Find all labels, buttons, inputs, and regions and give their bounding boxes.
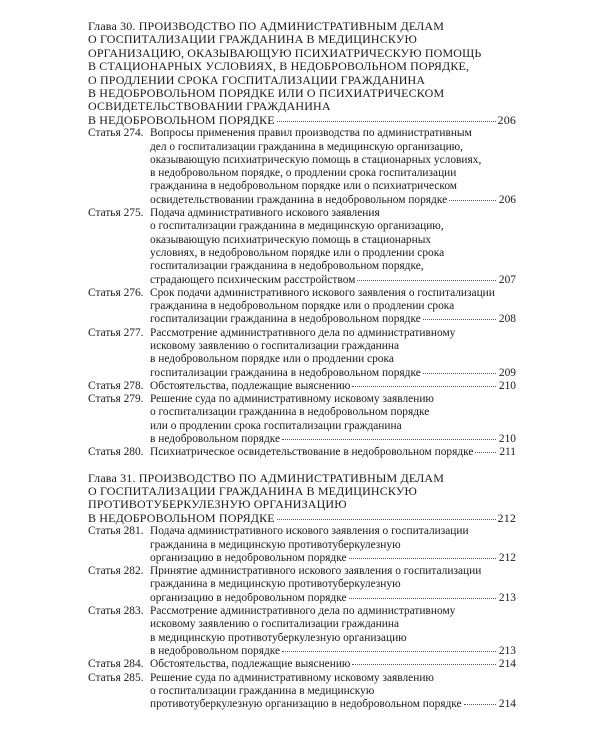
article-title-line	[150, 393, 516, 406]
article-title	[150, 327, 516, 380]
article-page-number: 211	[499, 446, 516, 459]
article-entry[interactable]	[88, 393, 516, 446]
article-number: Статья 274.	[88, 127, 144, 140]
article-title	[150, 446, 516, 459]
article-title-line	[150, 685, 516, 698]
chapter-title-text: О ГОСПИТАЛИЗАЦИИ ГРАЖДАНИНА В МЕДИЦИНСКУЮ	[88, 484, 417, 499]
article-title-line	[150, 247, 516, 260]
article-title-line	[150, 274, 516, 287]
dot-leader	[282, 651, 496, 652]
dot-leader	[349, 558, 497, 559]
article-number: Статья 281.	[88, 525, 144, 538]
article-title-text: исковому заявлению о госпитализации гражданина	[150, 618, 400, 631]
article-title-line	[150, 180, 516, 193]
article-title-text: или о продлении срока госпитализации гражданина	[150, 419, 402, 432]
chapter-title-line	[88, 33, 516, 46]
article-title-line	[150, 420, 516, 433]
article-title-line	[150, 380, 516, 393]
chapter-title-text: В СТАЦИОНАРНЫХ УСЛОВИЯХ, В НЕДОБРОВОЛЬНОМ ПОРЯДКЕ,	[88, 59, 470, 74]
chapter-title-text: ПРОИЗВОДСТВО ПО АДМИНИСТРАТИВНЫМ ДЕЛАМ	[138, 470, 445, 485]
article-entry[interactable]	[88, 446, 516, 459]
article-number: Статья 283.	[88, 605, 144, 618]
chapter-title-text: ПРОТИВОТУБЕРКУЛЕЗНУЮ ОРГАНИЗАЦИЮ	[88, 497, 347, 512]
article-title-text: о госпитализации гражданина в медицинскую организацию,	[150, 220, 444, 233]
article-title-line	[150, 353, 516, 366]
article-title-line	[150, 539, 516, 552]
article-title	[150, 393, 516, 446]
article-title-text: Решение суда по административному исковому заявлению	[150, 671, 434, 684]
chapter-title-text: В НЕДОБРОВОЛЬНОМ ПОРЯДКЕ	[88, 510, 275, 525]
chapter-title-line	[88, 114, 516, 127]
article-title-line	[150, 618, 516, 631]
article-title-line	[150, 207, 516, 220]
dot-leader	[352, 664, 496, 665]
chapter-title-text: ОСВИДЕТЕЛЬСТВОВАНИИ ГРАЖДАНИНА	[88, 99, 331, 114]
article-title-text: в недобровольном порядке	[150, 433, 281, 446]
chapter-title-text: О ПРОДЛЕНИИ СРОКА ГОСПИТАЛИЗАЦИИ ГРАЖДАНИНА	[88, 72, 426, 87]
article-title-line	[150, 446, 516, 459]
article-title-line	[150, 300, 516, 313]
chapter-label: Глава 31.	[88, 470, 136, 485]
article-title-text: противотуберкулезную организацию в недобровольном порядке	[150, 698, 462, 711]
article-title-line	[150, 141, 516, 154]
article-title-text: организацию в недобровольном порядке	[150, 551, 347, 564]
article-title-line	[150, 220, 516, 233]
article-title-text: исковому заявлению о госпитализации гражданина	[150, 340, 400, 352]
article-title-line	[150, 552, 516, 565]
article-title-line	[150, 578, 516, 591]
chapter-title-text: ПРОИЗВОДСТВО ПО АДМИНИСТРАТИВНЫМ ДЕЛАМ	[138, 19, 445, 33]
dot-leader	[423, 319, 496, 320]
article-page-number: 213	[498, 591, 516, 604]
article-number: Статья 282.	[88, 565, 144, 578]
article-page-number: 214	[498, 698, 516, 711]
article-title	[150, 525, 516, 565]
article-title	[150, 207, 516, 287]
article-title-text: гражданина в недобровольном порядке или о психиатрическом	[150, 180, 458, 193]
article-title	[150, 380, 516, 393]
article-page-number: 214	[498, 658, 516, 671]
dot-leader	[475, 452, 496, 453]
chapter-title-line	[88, 20, 516, 33]
dot-leader	[277, 519, 496, 520]
article-title-text: госпитализации гражданина в недобровольном порядке,	[150, 260, 424, 273]
article-title-text: Принятие административного искового заявления о госпитализации	[150, 565, 482, 578]
article-title-line	[150, 632, 516, 645]
article-title-line	[150, 167, 516, 180]
article-title-text: госпитализации гражданина в недобровольном порядке	[150, 313, 421, 326]
article-number: Статья 277.	[88, 326, 144, 339]
chapter-page-number: 212	[497, 510, 516, 525]
article-title-line	[150, 406, 516, 419]
article-entry[interactable]	[88, 525, 516, 565]
article-entry[interactable]	[88, 207, 516, 287]
article-title-line	[150, 340, 516, 353]
article-title-line	[150, 698, 516, 711]
chapter-title-text: О ГОСПИТАЛИЗАЦИИ ГРАЖДАНИНА В МЕДИЦИНСКУЮ	[88, 32, 417, 47]
chapter-section	[88, 472, 516, 712]
dot-leader	[464, 704, 496, 705]
article-page-number: 207	[498, 273, 516, 286]
chapter-title-line	[88, 74, 516, 87]
article-number: Статья 280.	[88, 446, 144, 459]
article-title	[150, 287, 516, 327]
chapter-title-line	[88, 512, 516, 525]
dot-leader	[357, 280, 496, 281]
article-title-line	[150, 234, 516, 247]
chapter-title-line	[88, 87, 516, 100]
article-title-line	[150, 367, 516, 380]
article-title	[150, 658, 516, 671]
chapter-section	[88, 20, 516, 460]
article-entry[interactable]	[88, 127, 516, 207]
article-title-line	[150, 313, 516, 326]
chapter-title-text: В НЕДОБРОВОЛЬНОМ ПОРЯДКЕ	[88, 112, 275, 127]
article-page-number: 209	[498, 366, 516, 379]
chapter-title-line	[88, 100, 516, 113]
article-number: Статья 275.	[88, 207, 144, 220]
article-title-text: Решение суда по административному исковому заявлению	[150, 393, 434, 406]
article-entry[interactable]	[88, 658, 516, 671]
article-title-line	[150, 127, 516, 140]
article-title-text: оказывающую психиатрическую помощь в стационарных условиях,	[150, 153, 482, 166]
article-number: Статья 276.	[88, 286, 144, 299]
article-page-number: 210	[498, 433, 516, 446]
chapter-heading[interactable]	[88, 20, 516, 127]
article-title-line	[150, 565, 516, 578]
article-title-text: Срок подачи административного искового заявления о госпитализации	[150, 286, 495, 299]
article-number: Статья 278.	[88, 379, 144, 392]
chapter-title-line	[88, 498, 516, 511]
article-title-line	[150, 658, 516, 671]
chapter-title-line	[88, 485, 516, 498]
article-number: Статья 279.	[88, 393, 144, 406]
article-title-text: организацию в недобровольном порядке	[150, 591, 347, 604]
article-title-text: дел о госпитализации гражданина в медицинскую организацию,	[150, 140, 464, 153]
article-title-text: Вопросы применения правил производства по административным	[150, 127, 472, 140]
article-title-text: о госпитализации гражданина в медицинскую	[150, 684, 375, 697]
article-title	[150, 605, 516, 658]
chapter-title-text: В НЕДОБРОВОЛЬНОМ ПОРЯДКЕ ИЛИ О ПСИХИАТРИЧЕСКОМ	[88, 86, 445, 101]
article-title-line	[150, 287, 516, 300]
article-title-text: гражданина в недобровольном порядке или о продлении срока	[150, 300, 455, 313]
article-title-text: в недобровольном порядке	[150, 644, 281, 657]
chapter-heading[interactable]	[88, 472, 516, 526]
article-title	[150, 565, 516, 605]
article-entry[interactable]	[88, 380, 516, 393]
article-title-text: страдающего психическим расстройством	[150, 273, 356, 286]
article-title-line	[150, 194, 516, 207]
article-title-line	[150, 433, 516, 446]
article-entry[interactable]	[88, 565, 516, 605]
dot-leader	[423, 373, 496, 374]
article-title-text: Подача административного искового заявления о госпитализации	[150, 525, 469, 538]
article-entry[interactable]	[88, 672, 516, 712]
article-title-text: госпитализации гражданина в недобровольном порядке	[150, 366, 421, 379]
article-title-text: гражданина в медицинскую противотуберкулезную	[150, 578, 401, 591]
article-number: Статья 285.	[88, 671, 144, 684]
article-title-line	[150, 645, 516, 658]
article-title-line	[150, 605, 516, 618]
article-page-number: 208	[498, 313, 516, 326]
article-title-line	[150, 327, 516, 340]
article-entry[interactable]	[88, 605, 516, 658]
article-title-text: оказывающую психиатрическую помощь в стационарных	[150, 233, 432, 246]
article-title-text: условиях, в недобровольном порядке или о продлении срока	[150, 246, 445, 259]
chapter-page-number: 206	[497, 112, 516, 127]
chapter-title-line	[88, 472, 516, 485]
article-page-number: 212	[498, 551, 516, 564]
article-title-text: Обстоятельства, подлежащие выяснению	[150, 658, 351, 671]
article-number: Статья 284.	[88, 658, 144, 671]
article-page-number: 206	[498, 193, 516, 206]
article-title-line	[150, 154, 516, 167]
article-page-number: 213	[498, 644, 516, 657]
article-entry[interactable]	[88, 287, 516, 327]
article-title-text: Рассмотрение административного дела по административному	[150, 605, 456, 618]
article-title-text: Рассмотрение административного дела по административному	[150, 326, 456, 339]
chapter-label: Глава 30.	[88, 19, 136, 33]
article-title-line	[150, 525, 516, 538]
dot-leader	[449, 200, 496, 201]
chapter-title-line	[88, 47, 516, 60]
article-title	[150, 127, 516, 207]
article-entry[interactable]	[88, 327, 516, 380]
article-title-line	[150, 260, 516, 273]
article-title-text: о госпитализации гражданина в недобровольном порядке	[150, 406, 430, 419]
article-page-number: 210	[498, 379, 516, 392]
article-title-text: в медицинскую противотуберкулезную организацию	[150, 631, 407, 644]
toc-page	[88, 20, 516, 711]
article-title-text: Обстоятельства, подлежащие выяснению	[150, 379, 351, 392]
article-title	[150, 672, 516, 712]
article-title-text: освидетельствовании гражданина в недобровольном порядке	[150, 193, 448, 206]
article-title-line	[150, 672, 516, 685]
dot-leader	[352, 386, 496, 387]
article-title-text: Психиатрическое освидетельствование в недобровольном порядке	[150, 446, 474, 459]
chapter-title-line	[88, 60, 516, 73]
dot-leader	[282, 439, 496, 440]
dot-leader	[349, 598, 497, 599]
article-title-text: гражданина в медицинскую противотуберкулезную	[150, 538, 401, 551]
article-title-text: Подача административного искового заявления	[150, 207, 380, 220]
chapter-title-text: ОРГАНИЗАЦИЮ, ОКАЗЫВАЮЩУЮ ПСИХИАТРИЧЕСКУЮ ПОМОЩЬ	[88, 45, 482, 60]
article-title-text: в недобровольном порядке, о продлении срока госпитализации	[150, 167, 457, 180]
article-title-line	[150, 592, 516, 605]
dot-leader	[277, 121, 496, 122]
article-title-text: в недобровольном порядке или о продлении срока	[150, 353, 394, 366]
